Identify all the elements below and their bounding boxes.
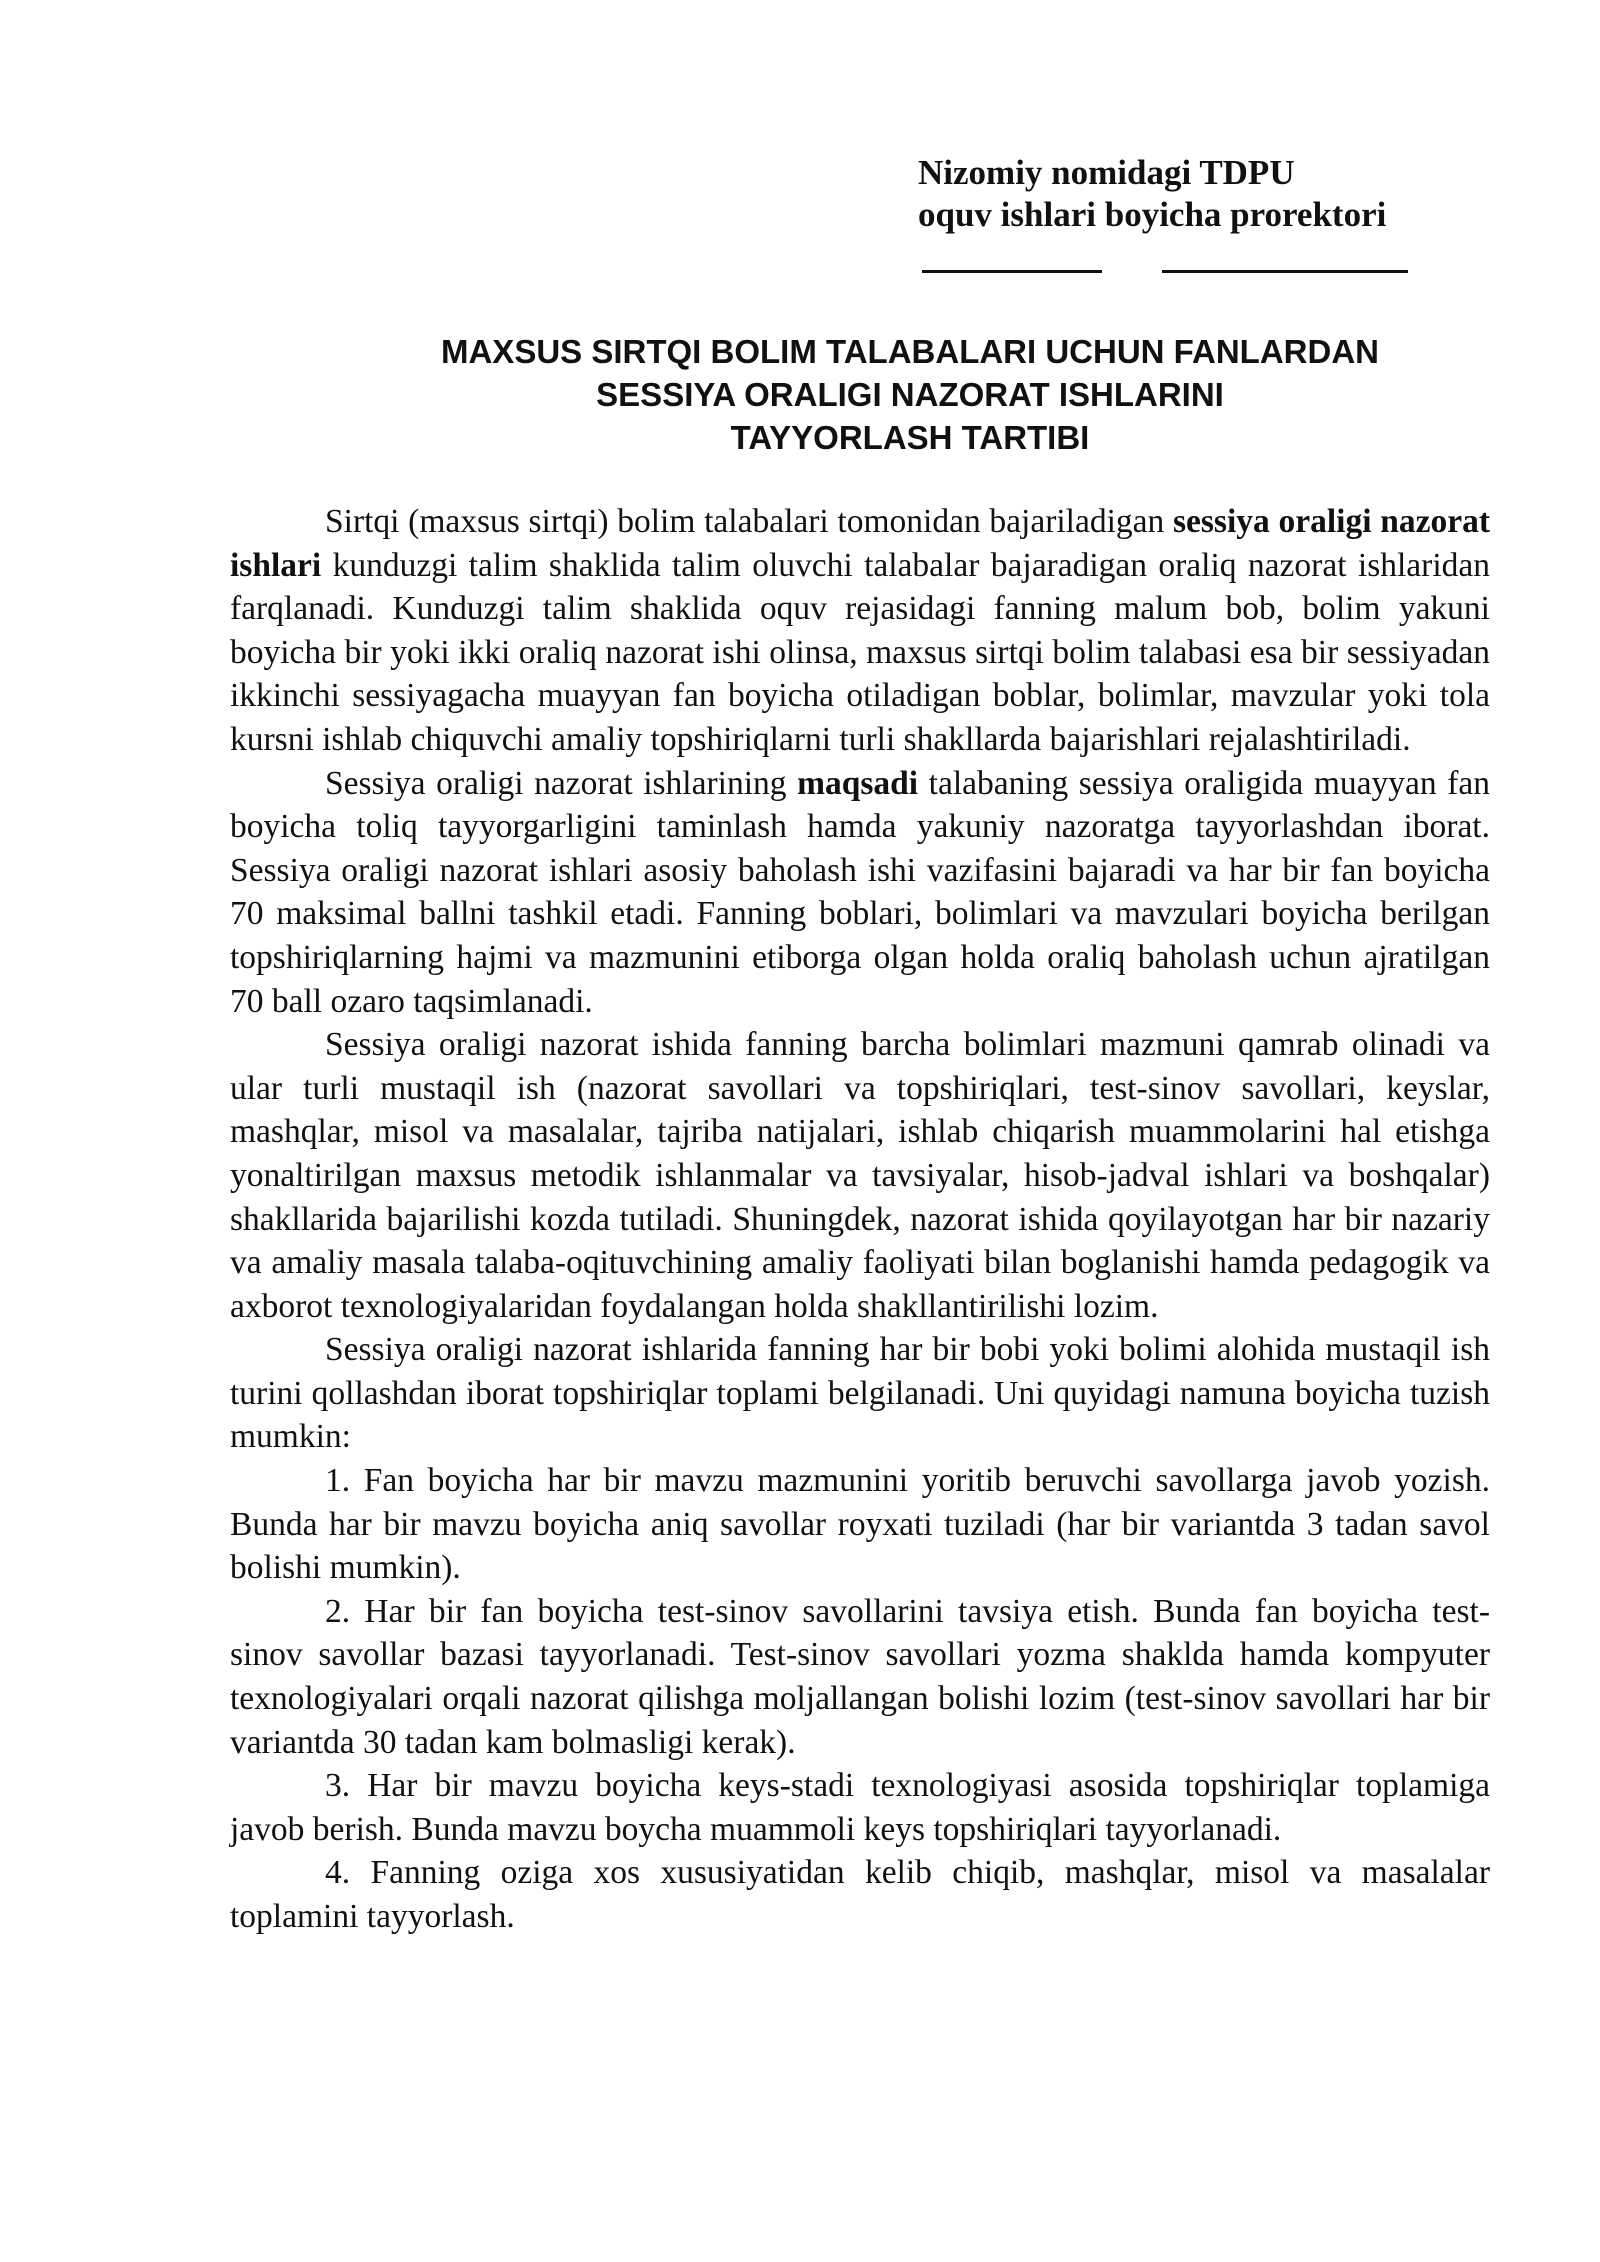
approval-position: oquv ishlari boyicha prorektori (918, 195, 1387, 234)
paragraph-purpose (230, 762, 1490, 1024)
paragraph-text: kunduzgi talim shaklida talim oluvchi talabalar bajaradigan oraliq nazorat ishlaridan farqlanadi. Kunduzgi talim shaklida oquv rejasidagi fanning malum bob, bolim yakuni boyicha bir yoki ikki oraliq nazorat ishi olinsa, maxsus sirtqi bolim talabasi esa bir sessiyadan ikkinchi sessiyagacha muayyan fan boyicha otiladigan boblar, bolimlar, mavzular yoki tola kursni ishlab chiquvchi amaliy topshiriqlarni turli shakllarda bajarishlari rejalashtiriladi. (230, 546, 1490, 758)
approval-institution: Nizomiy nomidagi TDPU (918, 153, 1295, 192)
signature-lines (922, 270, 1492, 274)
signature-line (922, 270, 1102, 273)
list-item-2: 2. Har bir fan boyicha test-sinov savollarini tavsiya etish. Bunda fan boyicha test-sinov savollar bazasi tayyorlanadi. Test-sinov savollari yozma shakldа hamda kompyuter texnologiyalari orqali nazorat qilishga moljallangan bolishi lozim (test-sinov savollari har bir variantda 30 tadan kam bolmasligi kerak). (230, 1592, 1490, 1761)
title-line-1: MAXSUS SIRTQI BOLIM TALABALARI UCHUN FANLARDAN (440, 333, 1379, 370)
list-item-1: 1. Fan boyicha har bir mavzu mazmunini yoritib beruvchi savollarga javob yozish. Bunda har bir mavzu boyicha aniq savollar royxati tuziladi (har bir variantda 3 tadan savol bolishi mumkin). (230, 1462, 1490, 1587)
paragraph-text: Sirtqi (maxsus sirtqi) bolim talabalari tomonidan bajariladigan (325, 503, 1173, 540)
paragraph-text: talabaning sessiya oraligida muayyan fan boyicha toliq tayyorgarligini taminlash hamda yakuniy nazoratga tayyorlashdan iborat. Sessiya oraligi nazorat ishlari asosiy baholash ishi vazifasini bajaradi va har bir fan boyicha 70 maksimal ballni tashkil etadi. Fanning boblari, bolimlari va mavzulari boyicha berilgan topshiriqlarning hajmi va mazmunini etiborga olgan holda oraliq baholash uchun ajratilgan 70 ball ozaro taqsimlanadi. (230, 764, 1490, 1020)
title-line-3: TAYYORLASH TARTIBI (730, 419, 1090, 456)
document-body (230, 500, 1490, 1939)
paragraph-tasks: Sessiya oraligi nazorat ishlarida fanning har bir bobi yoki bolimi alohida mustaqil ish turini qollashdan iborat topshiriqlar toplami belgilanadi. Uni quyidagi namuna boyicha tuzish mumkin: (230, 1331, 1490, 1456)
title-line-2: SESSIYA ORALIGI NAZORAT ISHLARINI (596, 376, 1224, 413)
paragraph-text: Sessiya oraligi nazorat ishlarining (325, 764, 798, 802)
bold-term: sessiya oraligi nazorat ishlari (230, 503, 1490, 584)
list-item-4: 4. Fanning oziga xos xususiyatidan kelib chiqib, mashqlar, misol va masalalar toplamini tayyorlash. (230, 1854, 1490, 1935)
approval-block (918, 152, 1518, 236)
name-line (1162, 270, 1408, 273)
paragraph-intro (230, 500, 1490, 762)
list-item-3: 3. Har bir mavzu boyicha keys-stadi texnologiyasi asosida topshiriqlar toplamiga javob berish. Bunda mavzu boycha muammoli keys topshiriqlari tayyorlanadi. (230, 1767, 1490, 1848)
bold-term: maqsadi (797, 764, 919, 802)
paragraph-content: Sessiya oraligi nazorat ishida fanning barcha bolimlari mazmuni qamrab olinadi va ular turli mustaqil ish (nazorat savollari va topshiriqlari, test-sinov savollari, keyslar, mashqlar, misol va masalalar, tajriba natijalari, ishlab chiqarish muammolarini hal etishga yonaltirilgan maxsus metodik ishlanmalar va tavsiyalar, hisob-jadval ishlari va boshqalar) shakllarida bajarilishi kozda tutiladi. Shuningdek, nazorat ishida qoyilayotgan har bir nazariy va amaliy masala talaba-oqituvchining amaliy faoliyati bilan boglanishi hamda pedagogik va axborot texnologiyalaridan foydalangan holda shakllantirilishi lozim. (230, 1026, 1490, 1325)
document-title (230, 330, 1590, 459)
